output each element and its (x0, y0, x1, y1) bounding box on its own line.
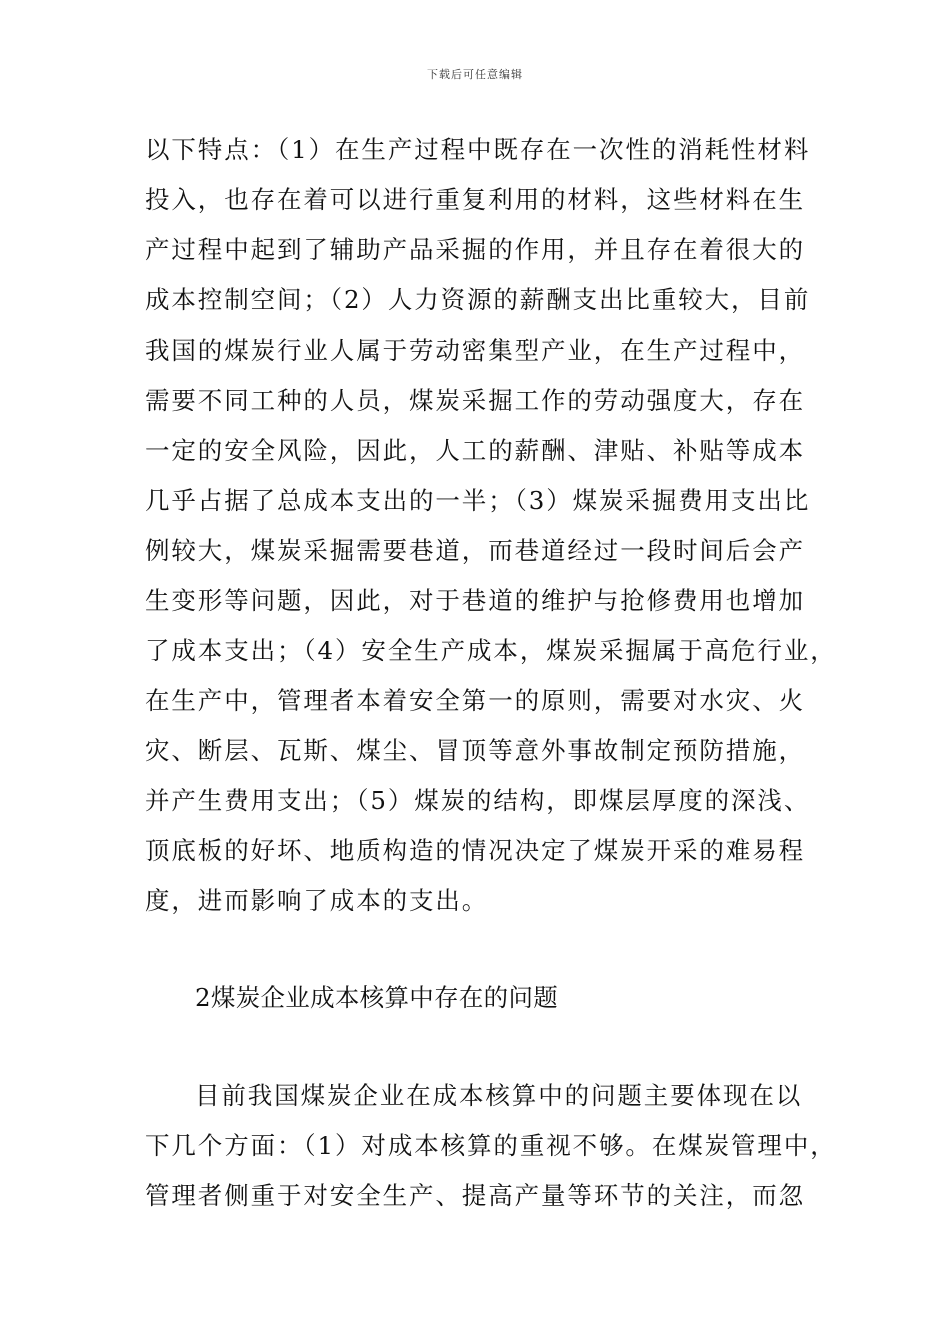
paragraph-1-line-7: 一定的安全风险，因此，人工的薪酬、津贴、补贴等成本 (145, 436, 805, 465)
paragraph-2-line-2: 下几个方面：（1）对成本核算的重视不够。在煤炭管理中， (145, 1131, 837, 1160)
paragraph-1-line-1: 以下特点：（1）在生产过程中既存在一次性的消耗性材料 (145, 135, 811, 164)
paragraph-1-line-12: 在生产中，管理者本着安全第一的原则，需要对水灾、火 (145, 686, 805, 715)
page-header: 下载后可任意编辑 (427, 68, 523, 81)
paragraph-2-line-3: 管理者侧重于对安全生产、提高产量等环节的关注，而忽 (145, 1181, 805, 1210)
paragraph-1-line-8: 几乎占据了总成本支出的一半；（3）煤炭采掘费用支出比 (145, 486, 811, 515)
paragraph-1-line-6: 需要不同工种的人员，煤炭采掘工作的劳动强度大，存在 (145, 386, 805, 415)
paragraph-1-line-11: 了成本支出；（4）安全生产成本，煤炭采掘属于高危行业， (145, 636, 837, 665)
paragraph-1-line-5: 我国的煤炭行业人属于劳动密集型产业，在生产过程中， (145, 336, 805, 365)
paragraph-1-line-16: 度，进而影响了成本的支出。 (145, 886, 489, 915)
paragraph-1-line-14: 并产生费用支出；（5）煤炭的结构，即煤层厚度的深浅、 (145, 786, 811, 815)
section-heading: 2煤炭企业成本核算中存在的问题 (195, 983, 559, 1012)
paragraph-1-line-13: 灾、断层、瓦斯、煤尘、冒顶等意外事故制定预防措施， (145, 736, 805, 765)
paragraph-1-line-4: 成本控制空间；（2）人力资源的薪酬支出比重较大，目前 (145, 285, 811, 314)
paragraph-1-line-15: 顶底板的好坏、地质构造的情况决定了煤炭开采的难易程 (145, 836, 805, 865)
paragraph-1-line-3: 产过程中起到了辅助产品采掘的作用，并且存在着很大的 (145, 235, 805, 264)
paragraph-1-line-2: 投入，也存在着可以进行重复利用的材料，这些材料在生 (145, 185, 805, 214)
paragraph-2-line-1: 目前我国煤炭企业在成本核算中的问题主要体现在以 (195, 1081, 803, 1110)
paragraph-1-line-9: 例较大，煤炭采掘需要巷道，而巷道经过一段时间后会产 (145, 536, 805, 565)
paragraph-1-line-10: 生变形等问题，因此，对于巷道的维护与抢修费用也增加 (145, 586, 805, 615)
